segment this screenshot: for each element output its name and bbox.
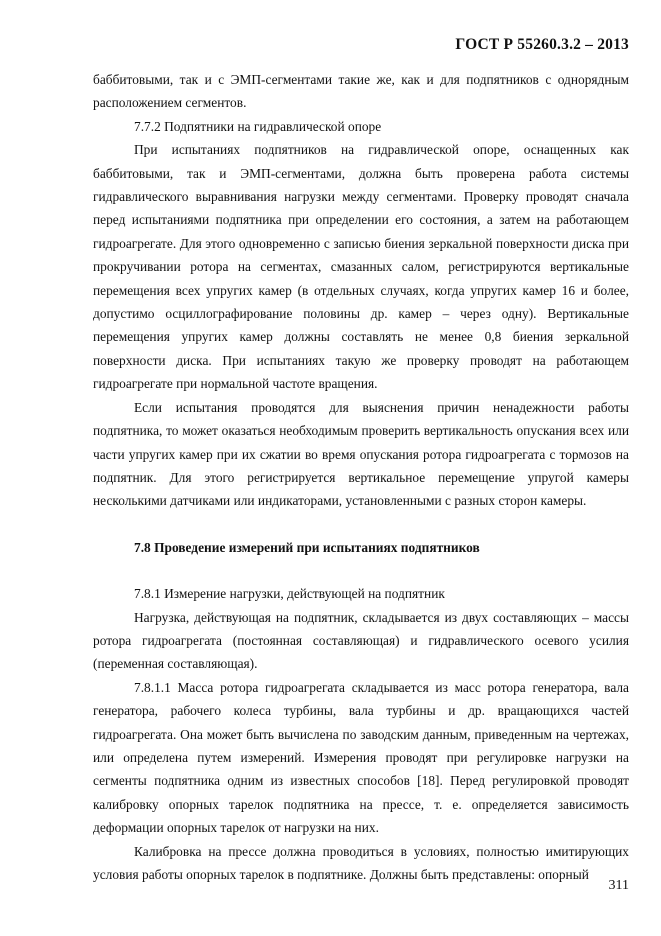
paragraph-hydraulic-support: При испытаниях подпятников на гидравлической опоре, оснащенных как баббитовыми, так и ЭМП-сегментами, должна быть проверена работа системы гидравлического выравнивания нагрузки между сегментами. Проверку проводят сначала перед испытаниями подпятника при определении его состояния, а затем на работающем гидроагрегате. Для этого одновременно с записью биения зеркальной поверхности диска при прокручивании ротора на сегментах, смазанных салом, регистрируются вертикальные перемещения всех упругих камер (в отдельных случаях, когда упругих камер 16 и более, допустимо осциллографирование половины др. камер – через одну). Вертикальные перемещения упругих камер должны составлять не менее 0,8 биения зеркальной поверхности диска. При испытаниях такую же проверку проводят на работающем гидроагрегате при нормальной частоте вращения. — [93, 142, 629, 392]
paragraph-reliability-tests: Если испытания проводятся для выяснения причин ненадежности работы подпятника, то может оказаться необходимым проверить вертикальность опускания всех или части упругих камер при их сжатии во время опускания ротора гидроагрегата с тормозов на подпятник. Для этого регистрируется вертикальное перемещение упругой камеры несколькими датчиками или индикаторами, установленными с разных сторон камеры. — [93, 399, 629, 509]
paragraph-rotor-mass: 7.8.1.1 Масса ротора гидроагрегата складывается из масс ротора генератора, вала генератора, рабочего колеса турбины, вала турбины и др. вращающихся частей гидроагрегата. Она может быть вычислена по заводским данным, приведенным на чертежах, или определена путем измерений. Измерения проводят при регулировке нагрузки на сегменты подпятника одним из известных способов [18]. Перед регулировкой проводят калибровку опорных тарелок подпятника на прессе, т. е. определяется зависимость деформации опорных тарелок от нагрузки на них. — [93, 679, 629, 836]
page-number: 311 — [608, 878, 629, 893]
document-body — [93, 68, 629, 886]
section-title-7-8-1: 7.8.1 Измерение нагрузки, действующей на подпятник — [134, 586, 445, 602]
paragraph-press-calibration: Калибровка на прессе должна проводиться в условиях, полностью имитирующих условия работы опорных тарелок в подпятнике. Должны быть представлены: опорный — [93, 843, 629, 882]
section-heading-7-8: 7.8 Проведение измерений при испытаниях подпятников — [134, 539, 480, 555]
paragraph-continuation: баббитовыми, так и с ЭМП-сегментами такие же, как и для подпятников с однорядным расположением сегментов. — [93, 72, 629, 111]
paragraph-load-components: Нагрузка, действующая на подпятник, складывается из двух составляющих – массы ротора гидроагрегата (постоянная составляющая) и гидравлического осевого усилия (переменная составляющая). — [93, 609, 629, 672]
section-title-7-7-2: 7.7.2 Подпятники на гидравлической опоре — [134, 118, 382, 134]
standard-header: ГОСТ Р 55260.3.2 – 2013 — [455, 36, 629, 53]
